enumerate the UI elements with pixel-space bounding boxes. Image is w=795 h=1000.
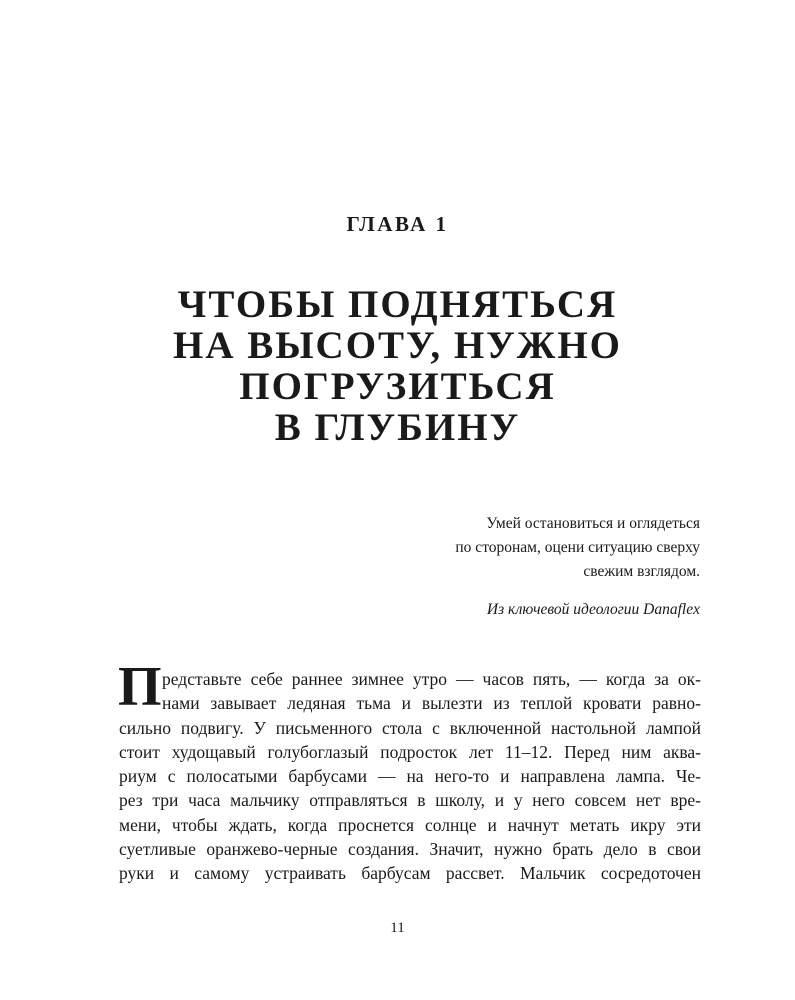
chapter-title-line: НА ВЫСОТУ, НУЖНО — [172, 324, 623, 367]
body-line: суетливые оранжево-черные создания. Значит, нужно брать дело в свои — [119, 839, 701, 860]
page-number: 11 — [390, 920, 405, 936]
chapter-title-line: ПОГРУЗИТЬСЯ — [239, 365, 556, 408]
chapter-title-line: В ГЛУБИНУ — [274, 406, 521, 449]
epigraph-line: свежим взглядом. — [583, 563, 700, 580]
epigraph-line: Умей остановиться и оглядеться — [486, 515, 700, 532]
chapter-title-line: ЧТОБЫ ПОДНЯТЬСЯ — [177, 283, 618, 326]
body-line: руки и самому устраивать барбусам рассвет. Мальчик сосредоточен — [119, 863, 701, 884]
chapter-label: ГЛАВА 1 — [346, 212, 449, 236]
body-line: нами завывает ледяная тьма и вылезти из теплой кровати равно- — [162, 693, 701, 714]
body-line: риум с полосатыми барбусами — на него-то и направлена лампа. Че- — [119, 766, 701, 787]
epigraph-line: по сторонам, оцени ситуацию сверху — [455, 539, 700, 556]
drop-cap: П — [118, 656, 162, 718]
body-line: мени, чтобы ждать, когда проснется солнце и начнут метать икру эти — [119, 814, 701, 835]
chapter-title — [60, 284, 735, 448]
body-line: рез три часа мальчику отправляться в школу, и у него совсем нет вре- — [119, 790, 701, 811]
epigraph — [340, 512, 700, 584]
body-line: редставьте себе раннее зимнее утро — часов пять, — когда за ок- — [162, 669, 701, 689]
body-line: сильно подвигу. У письменного стола с включенной настольной лампой — [119, 717, 701, 738]
body-line: стоит худощавый голубоглазый подросток лет 11–12. Перед ним аква- — [119, 741, 701, 762]
epigraph-source: Из ключевой идеологии Danaflex — [486, 601, 700, 618]
body-paragraph — [119, 667, 701, 886]
